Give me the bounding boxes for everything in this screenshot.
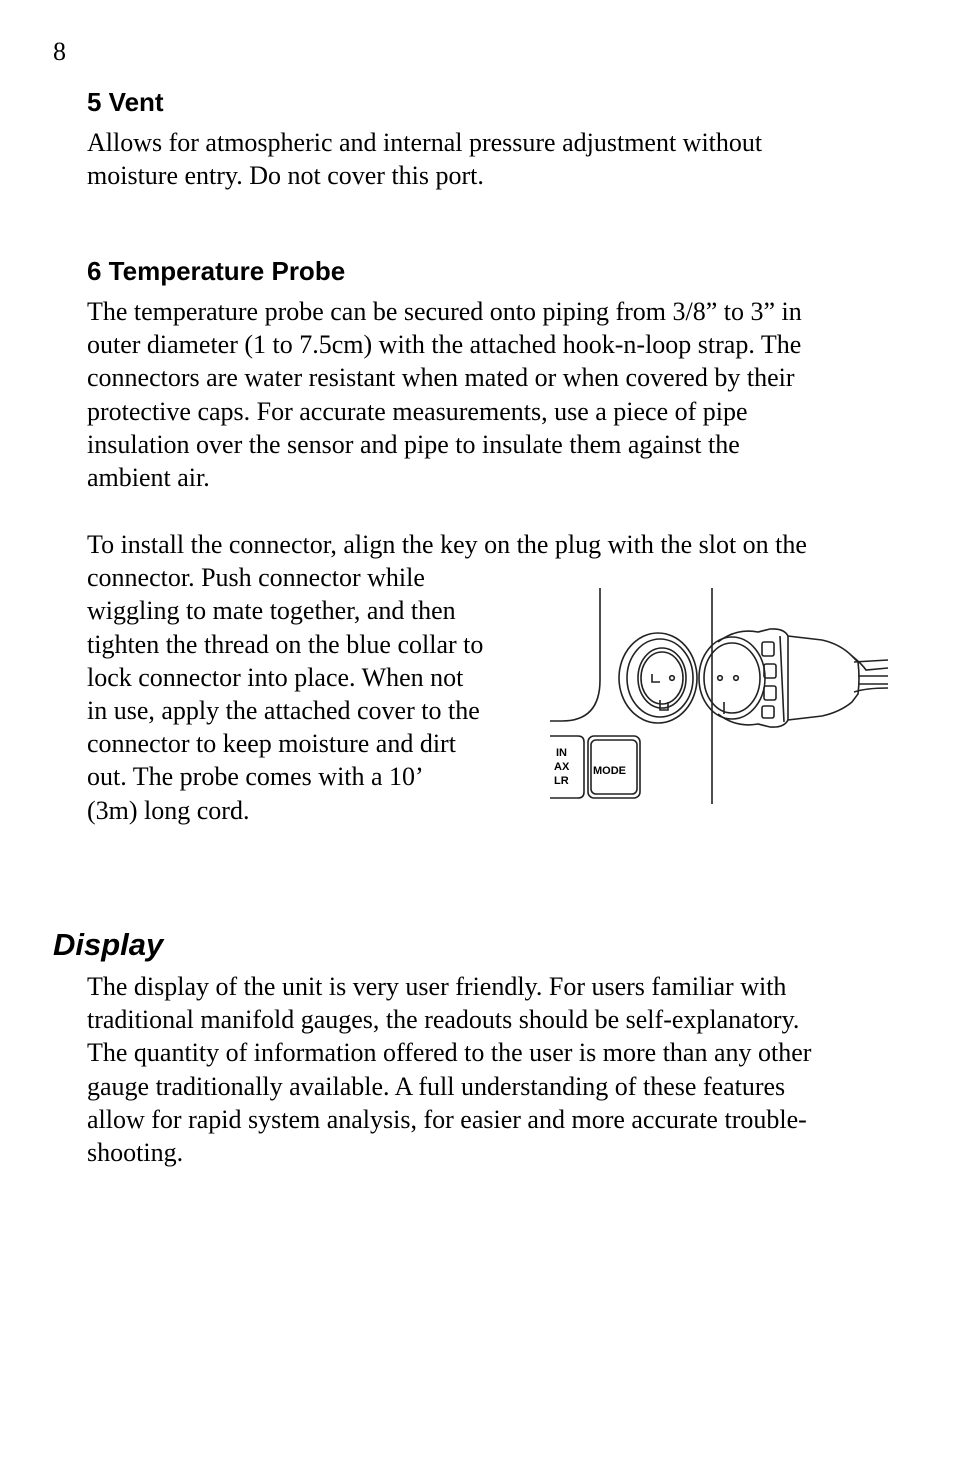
text-line: The quantity of information offered to the user is more than any other — [87, 1038, 812, 1068]
text-line: in use, apply the attached cover to the — [87, 696, 480, 726]
text-line: moisture entry. Do not cover this port. — [87, 161, 484, 191]
button-label-in: IN — [556, 747, 567, 759]
text-line: The display of the unit is very user friendly. For users familiar with — [87, 972, 787, 1001]
text-line: insulation over the sensor and pipe to insulate them against the — [87, 429, 740, 459]
vent-paragraph — [87, 126, 762, 192]
text-line: traditional manifold gauges, the readouts should be self-explanatory. — [87, 1005, 800, 1035]
connector-illustration — [548, 584, 894, 812]
button-label-lr: LR — [554, 775, 569, 787]
temperature-probe-paragraph-1 — [87, 295, 802, 494]
text-line: allow for rapid system analysis, for easier and more accurate trouble- — [87, 1104, 807, 1134]
temperature-probe-heading: 6 Temperature Probe — [87, 256, 346, 286]
vent-heading: 5 Vent — [87, 87, 164, 117]
page-number: 8 — [53, 37, 66, 66]
text-line: connectors are water resistant when mated or when covered by their — [87, 363, 795, 393]
text-line: tighten the thread on the blue collar to — [87, 629, 484, 659]
text-line: connector to keep moisture and dirt — [87, 729, 456, 759]
text-line: out. The probe comes with a 10’ — [87, 762, 424, 792]
text-line: protective caps. For accurate measurements, use a piece of pipe — [87, 396, 748, 426]
text-line: lock connector into place. When not — [87, 662, 464, 692]
button-label-ax: AX — [554, 761, 570, 773]
display-paragraph — [87, 970, 811, 1169]
text-line: outer diameter (1 to 7.5cm) with the attached hook-n-loop strap. The — [87, 330, 802, 360]
text-line: shooting. — [87, 1138, 184, 1168]
text-line: ambient air. — [87, 463, 210, 493]
text-line: To install the connector, align the key on the plug with the slot on the — [87, 530, 807, 559]
display-heading: Display — [53, 927, 164, 962]
text-line: gauge traditionally available. A full understanding of these features — [87, 1071, 786, 1101]
text-line: connector. Push connector while — [87, 563, 425, 593]
text-line: The temperature probe can be secured onto piping from 3/8” to 3” in — [87, 297, 802, 326]
text-line: Allows for atmospheric and internal pressure adjustment without — [87, 128, 763, 157]
mode-button-label: MODE — [593, 765, 626, 777]
text-line: wiggling to mate together, and then — [87, 596, 456, 626]
text-line: (3m) long cord. — [87, 795, 250, 825]
